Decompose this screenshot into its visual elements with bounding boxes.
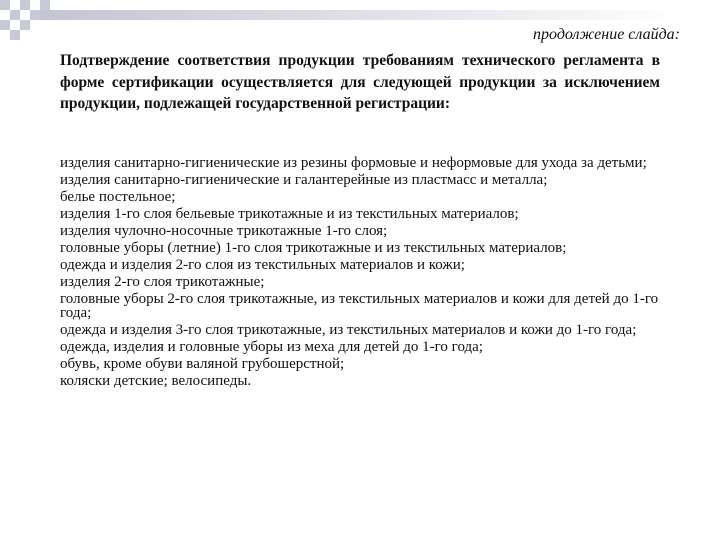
list-item: головные уборы 2-го слоя трикотажные, из текстильных материалов и кожи для детей до 1-го года;: [60, 290, 659, 322]
list-item: обувь, кроме обуви валяной грубошерстной;: [60, 356, 345, 373]
continuation-title: продолжение слайда:: [533, 26, 680, 43]
list-item: изделия 1-го слоя бельевые трикотажные и из текстильных материалов;: [60, 205, 519, 222]
list-item: одежда и изделия 3-го слоя трикотажные, из текстильных материалов и кожи до 1-го года;: [60, 322, 637, 339]
decorative-checker-pattern: [0, 0, 60, 40]
list-item: коляски детские; велосипеды.: [60, 373, 252, 390]
list-item: одежда и изделия 2-го слоя из текстильных материалов и кожи;: [60, 256, 465, 273]
list-item: головные уборы (летние) 1-го слоя трикотажные и из текстильных материалов;: [60, 239, 567, 256]
intro-paragraph: Подтверждение соответствия продукции требованиям технического регламента в форме сертификации осуществляется для следующей продукции за исключением продукции, подлежащей государственной регистрации:: [60, 52, 660, 112]
list-item: изделия 2-го слоя трикотажные;: [60, 273, 265, 290]
list-item: изделия чулочно-носочные трикотажные 1-го слоя;: [60, 222, 388, 239]
list-item: одежда, изделия и головные уборы из меха для детей до 1-го года;: [60, 339, 483, 356]
list-item: изделия санитарно-гигиенические и галантерейные из пластмасс и металла;: [60, 171, 548, 188]
list-item: изделия санитарно-гигиенические из резины формовые и неформовые для ухода за детьми;: [60, 155, 647, 171]
product-list: [60, 156, 670, 391]
list-item: белье постельное;: [60, 188, 176, 205]
header-gradient-bar: [40, 10, 680, 20]
